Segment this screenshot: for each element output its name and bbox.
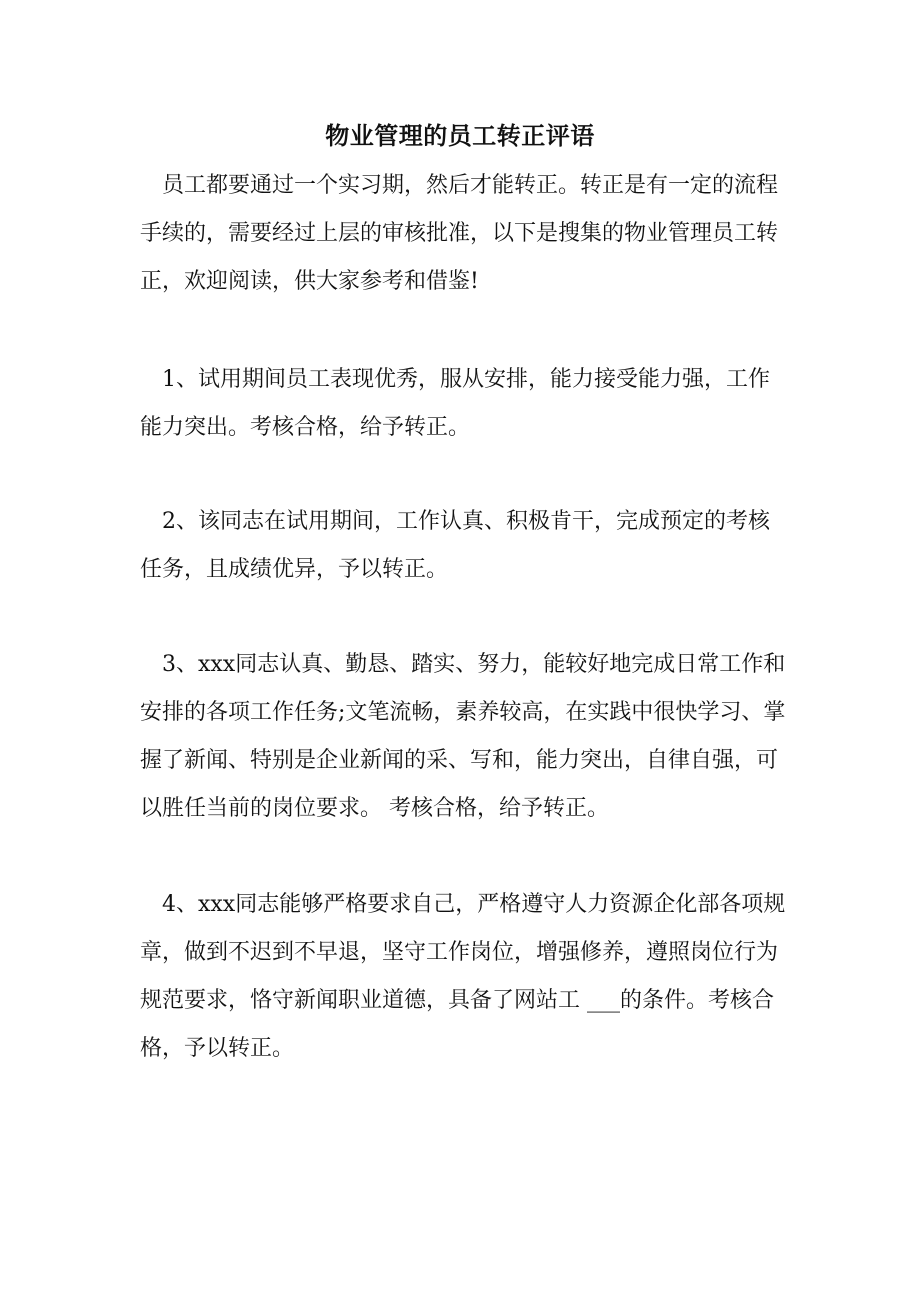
comment-item-3: 3、xxx同志认真、勤恳、踏实、努力，能较好地完成日常工作和安排的各项工作任务;文笔流畅，素养较高，在实践中很快学习、掌握了新闻、特别是企业新闻的采、写和，能力突出，自律自强，可以胜任当前的岗位要求。 考核合格，给予转正。 [140, 652, 786, 821]
document-title: 物业管理的员工转正评语 [325, 121, 595, 150]
intro-paragraph: 员工都要通过一个实习期，然后才能转正。转正是有一定的流程手续的，需要经过上层的审核批准，以下是搜集的物业管理员工转正，欢迎阅读，供大家参考和借鉴! [140, 173, 779, 294]
comment-item-4: 4、xxx同志能够严格要求自己，严格遵守人力资源企化部各项规章，做到不迟到不早退，坚守工作岗位，增强修养，遵照岗位行为规范要求，恪守新闻职业道德，具备了网站工 ___的条件。考核合格，予以转正。 [140, 892, 786, 1061]
comment-item-1: 1、试用期间员工表现优秀，服从安排，能力接受能力强，工作能力突出。考核合格，给予转正。 [140, 367, 770, 440]
comment-item-2: 2、该同志在试用期间，工作认真、积极肯干，完成预定的考核任务，且成绩优异，予以转正。 [140, 509, 770, 582]
